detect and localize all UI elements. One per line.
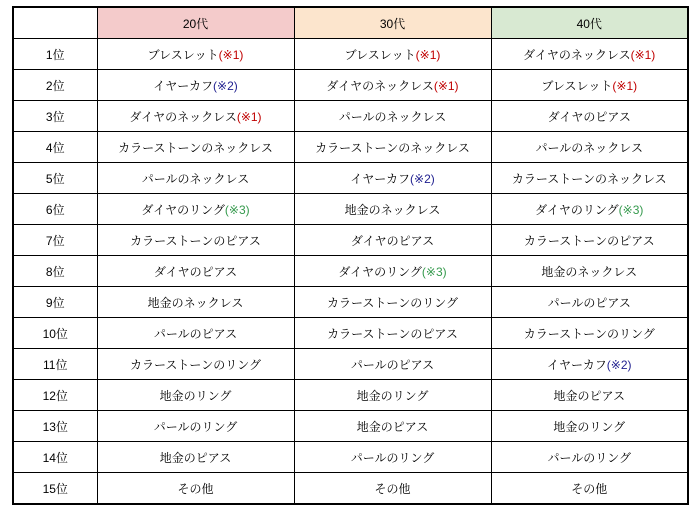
item-cell (294, 101, 491, 132)
item-cell (294, 318, 491, 349)
item-cell (294, 442, 491, 473)
note-marker: (※1) (433, 78, 459, 93)
item-cell (491, 442, 688, 473)
rank-cell: 11位 (13, 349, 97, 380)
ranking-table-body (13, 39, 688, 505)
item-cell (97, 442, 294, 473)
item-label: パールのネックレス (338, 109, 447, 124)
rank-cell: 4位 (13, 132, 97, 163)
item-cell (294, 473, 491, 505)
item-label: パールのピアス (547, 295, 631, 310)
item-cell (491, 380, 688, 411)
item-label: ダイヤのピアス (547, 109, 631, 124)
table-row (13, 318, 688, 349)
table-row (13, 194, 688, 225)
item-cell (491, 349, 688, 380)
item-label: 地金のピアス (553, 388, 626, 403)
item-label: ブレスレット (147, 47, 219, 62)
table-row (13, 70, 688, 101)
note-marker: (※3) (224, 202, 250, 217)
rank-cell: 6位 (13, 194, 97, 225)
note-marker: (※1) (630, 47, 656, 62)
item-cell (294, 349, 491, 380)
table-row (13, 39, 688, 70)
rank-cell: 9位 (13, 287, 97, 318)
item-label: パールのリング (153, 419, 238, 434)
item-label: パールのリング (547, 450, 632, 465)
item-cell (491, 225, 688, 256)
note-marker: (※3) (618, 202, 644, 217)
corner-header-cell (13, 7, 97, 39)
item-label: カラーストーンのネックレス (511, 171, 667, 186)
rank-cell: 2位 (13, 70, 97, 101)
table-row (13, 380, 688, 411)
item-cell (491, 287, 688, 318)
item-label: ブレスレット (541, 78, 613, 93)
rank-cell: 8位 (13, 256, 97, 287)
note-marker: (※1) (415, 47, 441, 62)
note-marker: (※1) (218, 47, 244, 62)
item-label: カラーストーンのネックレス (315, 140, 470, 155)
item-cell (491, 194, 688, 225)
item-label: パールのピアス (350, 357, 435, 372)
item-label: 地金のリング (356, 388, 429, 403)
item-label: イヤーカフ (153, 78, 214, 93)
note-marker: (※2) (213, 78, 238, 93)
item-label: イヤーカフ (547, 357, 607, 372)
note-marker: (※3) (421, 264, 447, 279)
rank-cell: 15位 (13, 473, 97, 505)
item-cell (97, 287, 294, 318)
item-label: カラーストーンのリング (523, 326, 655, 341)
item-cell (97, 101, 294, 132)
item-cell (294, 287, 491, 318)
item-label: ダイヤのネックレス (129, 109, 237, 124)
item-label: イヤーカフ (350, 171, 411, 186)
ranking-table-header-row (13, 7, 688, 39)
item-cell (294, 411, 491, 442)
item-cell (491, 39, 688, 70)
item-cell (97, 256, 294, 287)
item-label: 地金のネックレス (147, 295, 244, 310)
rank-cell: 1位 (13, 39, 97, 70)
item-label: パールのネックレス (141, 171, 250, 186)
rank-cell: 3位 (13, 101, 97, 132)
item-cell (294, 380, 491, 411)
item-cell (97, 194, 294, 225)
item-label: カラーストーンのピアス (327, 326, 458, 341)
item-cell (97, 225, 294, 256)
table-row (13, 101, 688, 132)
table-row (13, 163, 688, 194)
item-label: ダイヤのリング (535, 202, 619, 217)
item-cell (491, 411, 688, 442)
age-header-cell: 30代 (294, 7, 491, 39)
item-label: 地金のリング (159, 388, 232, 403)
item-label: カラーストーンのネックレス (118, 140, 273, 155)
item-label: カラーストーンのピアス (523, 233, 655, 248)
item-label: ダイヤのリング (141, 202, 225, 217)
age-header-cell: 40代 (491, 7, 688, 39)
rank-cell: 5位 (13, 163, 97, 194)
item-cell (491, 473, 688, 505)
item-cell (97, 380, 294, 411)
rank-cell: 12位 (13, 380, 97, 411)
item-label: その他 (374, 481, 411, 496)
note-marker: (※2) (410, 171, 435, 186)
item-cell (294, 70, 491, 101)
note-marker: (※1) (236, 109, 262, 124)
item-cell (491, 70, 688, 101)
item-cell (97, 318, 294, 349)
item-label: カラーストーンのリング (130, 357, 261, 372)
item-cell (97, 39, 294, 70)
item-cell (97, 132, 294, 163)
rank-cell: 7位 (13, 225, 97, 256)
table-row (13, 349, 688, 380)
item-cell (97, 411, 294, 442)
item-label: その他 (571, 481, 608, 496)
table-row (13, 256, 688, 287)
item-label: ブレスレット (344, 47, 416, 62)
item-cell (294, 256, 491, 287)
item-label: その他 (177, 481, 214, 496)
item-cell (294, 39, 491, 70)
item-cell (294, 225, 491, 256)
item-label: カラーストーンのリング (327, 295, 458, 310)
item-label: 地金のリング (553, 419, 626, 434)
table-row (13, 411, 688, 442)
table-row (13, 225, 688, 256)
item-cell (294, 163, 491, 194)
age-header-cell: 20代 (97, 7, 294, 39)
item-label: 地金のピアス (356, 419, 429, 434)
ranking-table (12, 6, 689, 505)
item-label: ダイヤのピアス (350, 233, 435, 248)
item-cell (294, 194, 491, 225)
item-cell (97, 70, 294, 101)
item-cell (97, 349, 294, 380)
item-label: カラーストーンのピアス (130, 233, 261, 248)
item-cell (97, 473, 294, 505)
item-label: ダイヤのリング (338, 264, 422, 279)
table-row (13, 473, 688, 505)
item-cell (491, 256, 688, 287)
item-label: パールのネックレス (535, 140, 643, 155)
rank-cell: 14位 (13, 442, 97, 473)
item-label: 地金のピアス (159, 450, 232, 465)
item-cell (97, 163, 294, 194)
item-label: ダイヤのネックレス (326, 78, 434, 93)
item-cell (491, 163, 688, 194)
rank-cell: 13位 (13, 411, 97, 442)
item-label: ダイヤのネックレス (523, 47, 631, 62)
table-row (13, 442, 688, 473)
table-row (13, 132, 688, 163)
item-label: ダイヤのピアス (153, 264, 238, 279)
table-row (13, 287, 688, 318)
item-label: パールのリング (350, 450, 435, 465)
note-marker: (※2) (606, 357, 632, 372)
item-cell (491, 132, 688, 163)
item-label: 地金のネックレス (344, 202, 441, 217)
rank-cell: 10位 (13, 318, 97, 349)
item-label: パールのピアス (153, 326, 238, 341)
item-cell (491, 101, 688, 132)
item-label: 地金のネックレス (541, 264, 638, 279)
note-marker: (※1) (612, 78, 638, 93)
item-cell (491, 318, 688, 349)
item-cell (294, 132, 491, 163)
